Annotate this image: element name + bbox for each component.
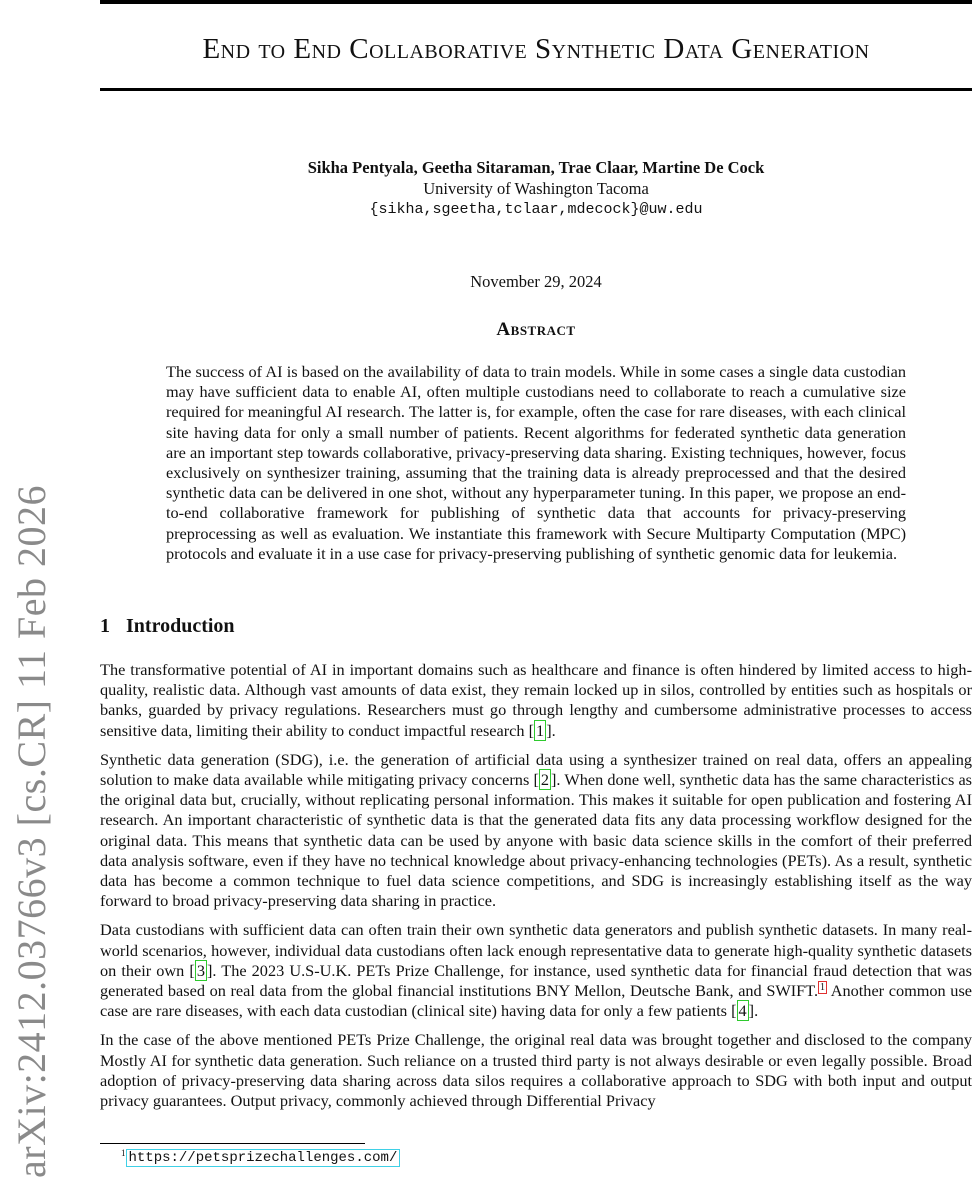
title-rule-bottom <box>100 88 972 91</box>
paragraph-text: Another common use case are rare diseases, with each data custodian (clinical site) having data for only a few patients [ <box>100 981 972 1021</box>
paragraph-text: Data custodians with sufficient data can often train their own synthetic data generators and publish synthetic datasets. In many real-world scenarios, however, individual data custodians often lack enough representative data to generate high-quality synthetic datasets on their own [ <box>100 920 972 980</box>
section-number: 1 <box>100 615 110 637</box>
section-heading <box>100 615 235 638</box>
author-affiliation: University of Washington Tacoma <box>423 179 649 198</box>
arxiv-sidebar-stamp: arXiv:2412.03766v3 [cs.CR] 11 Feb 2026 <box>9 484 54 1178</box>
paragraph-text: The transformative potential of AI in important domains such as healthcare and finance is often hindered by limited access to high-quality, realistic data. Although vast amounts of data exist, they remain locked up in silos, controlled by entities such as hospitals or banks, guarded by privacy regulations. Researchers must go through lengthy and cumbersome administrative processes to access sensitive data, limiting their ability to conduct impactful research [ <box>100 660 972 740</box>
author-names: Sikha Pentyala, Geetha Sitaraman, Trae Claar, Martine De Cock <box>307 158 765 177</box>
footnote-link-1[interactable]: 1 <box>820 981 826 993</box>
paragraph-2 <box>100 750 972 912</box>
paragraph-text: ]. The 2023 U.S-U.K. PETs Prize Challenge, for instance, used synthetic data for financial fraud detection that was generated based on real data from the global financial institutions BNY Mellon, Deutsche Bank, and SWIFT. <box>100 960 972 1001</box>
paragraph-1 <box>100 660 972 741</box>
abstract-heading: Abstract <box>496 319 576 340</box>
citation-link-3[interactable]: 3 <box>196 960 205 980</box>
paper-date: November 29, 2024 <box>470 272 602 291</box>
footnote-rule <box>100 1143 365 1144</box>
citation-link-2[interactable]: 2 <box>540 770 550 790</box>
paragraph-text: ]. <box>748 1001 759 1021</box>
paragraph-text: ]. When done well, synthetic data has the same characteristics as the original data but, crucially, without replicating personal information. This makes it suitable for open publication and fostering AI research. An important characteristic of synthetic data is that the generated data fits any data processing workflow designed for the original data. This means that synthetic data can be used by anyone with basic data science skills in the comfort of their preferred data analysis software, even if they have no technical knowledge about privacy-enhancing technologies (PETs). As a result, synthetic data has become a common technique to fuel data science competitions, and SDG is increasingly establishing itself as the way forward to broad privacy-preserving data sharing in practice. <box>100 770 972 911</box>
paragraph-3 <box>100 920 972 1021</box>
paragraph-4: In the case of the above mentioned PETs Prize Challenge, the original real data was brought together and disclosed to the company Mostly AI for synthetic data generation. Such reliance on a trusted third party is not always desirable or even legally possible. Broad adoption of privacy-preserving data sharing across data silos requires a collaborative approach to SDG with both input and output privacy guarantees. Output privacy, commonly achieved through Differential Privacy <box>100 1030 972 1111</box>
abstract-text: The success of AI is based on the availability of data to train models. While in some cases a single data custodian may have sufficient data to enable AI, often multiple custodians need to collaborate to reach a cumulative size required for meaningful AI research. The latter is, for example, often the case for rare diseases, with each clinical site having data for only a small number of patients. Recent algorithms for federated synthetic data generation are an important step towards collaborative, privacy-preserving data sharing. Existing techniques, however, focus exclusively on synthesizer training, assuming that the training data is already preprocessed and that the desired synthetic data can be delivered in one shot, without any hyperparameter tuning. In this paper, we propose an end-to-end collaborative framework for publishing of synthetic data that accounts for privacy-preserving preprocessing as well as evaluation. We instantiate this framework with Secure Multiparty Computation (MPC) protocols and evaluate it in a use case for privacy-preserving publishing of synthetic genomic data for leukemia. <box>166 362 906 563</box>
paragraph-text: ]. <box>546 720 556 740</box>
section-body <box>100 660 972 1120</box>
author-block <box>100 157 972 220</box>
paper-title: End to End Collaborative Synthetic Data Generation <box>202 33 870 65</box>
author-email: {sikha,sgeetha,tclaar,mdecock}@uw.edu <box>369 201 703 218</box>
section-title: Introduction <box>126 615 235 637</box>
title-rule-top <box>100 0 972 4</box>
footnote <box>121 1148 400 1166</box>
citation-link-1[interactable]: 1 <box>536 720 545 740</box>
paragraph-text: Synthetic data generation (SDG), i.e. the generation of artificial data using a synthesizer trained on real data, offers an appealing solution to make data available while mitigating privacy concerns [ <box>100 749 972 790</box>
citation-link-4[interactable]: 4 <box>738 1001 747 1021</box>
footnote-url-link[interactable]: https://petsprizechallenges.com/ <box>126 1149 401 1167</box>
footnote-number: 1 <box>121 1148 126 1158</box>
